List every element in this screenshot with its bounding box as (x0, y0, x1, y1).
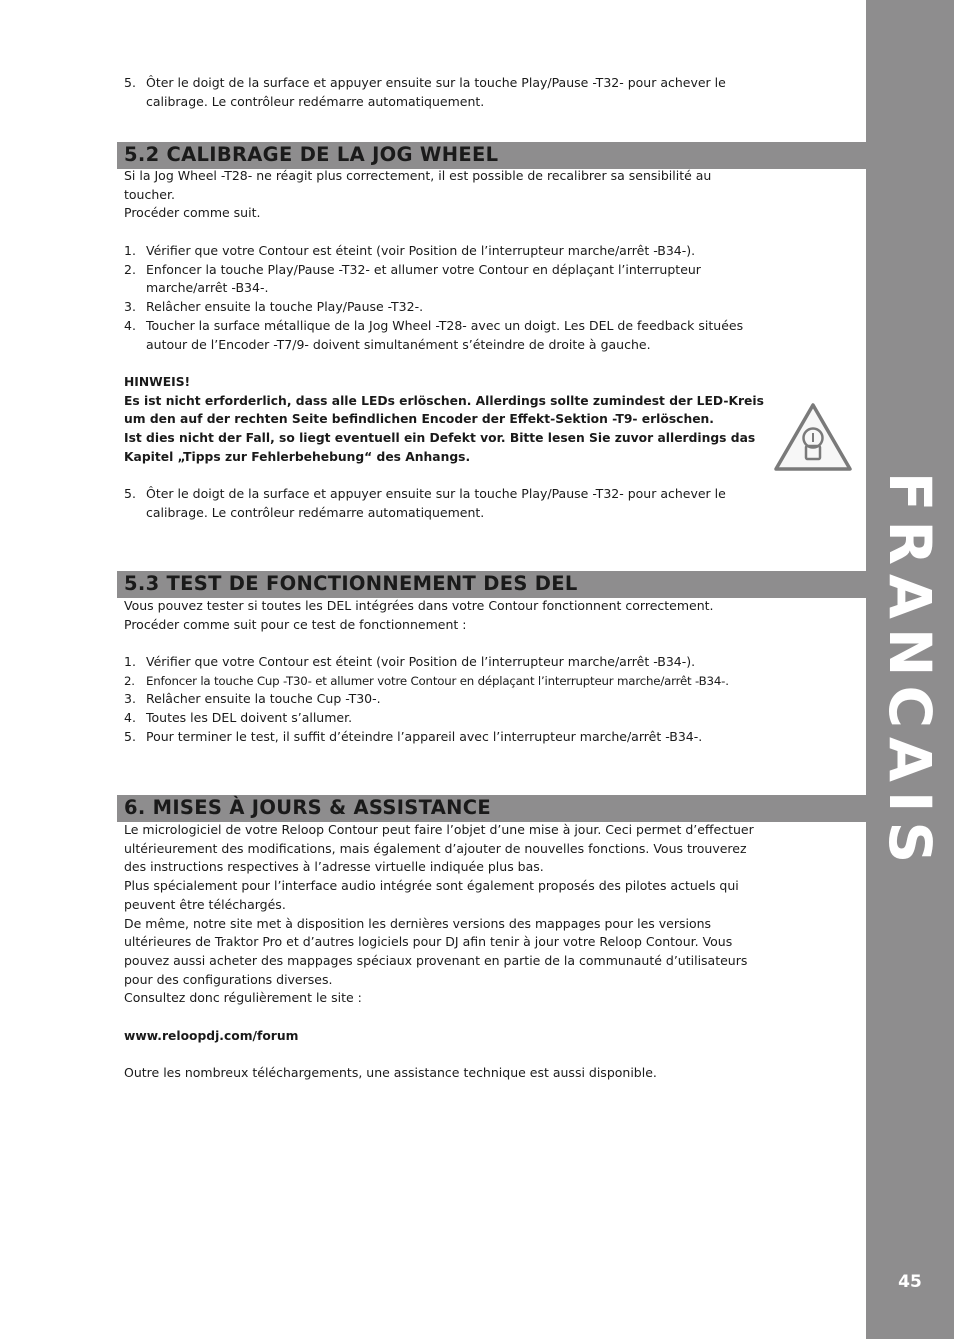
section-6-paragraph: Consultez donc régulièrement le site : (124, 990, 362, 1006)
list-item: 5. Ôter le doigt de la surface et appuyer ensuite sur la touche Play/Pause -T32- pour achever le calibrage. Le contrôleur redémarre automatiquement. (124, 486, 726, 520)
list-item: 2. Enfoncer la touche Play/Pause -T32- et allumer votre Contour en déplaçant l’interrupteur marche/arrêt -B34-. (124, 261, 701, 296)
section-52-intro: Si la Jog Wheel -T28- ne réagit plus correctement, il est possible de recalibrer sa sensibilité au toucher. (124, 168, 712, 202)
language-tab (866, 0, 954, 1339)
section-52-step-5 (124, 485, 774, 522)
list-item: 3. Relâcher ensuite la touche Play/Pause -T32-. (124, 299, 424, 315)
section-53-intro-2: Procéder comme suit pour ce test de fonctionnement : (124, 616, 467, 632)
list-item: 3. Relâcher ensuite la touche Cup -T30-. (124, 691, 381, 707)
section-52-title: 5.2 CALIBRAGE DE LA JOG WHEEL (124, 143, 499, 166)
section-6-heading-bar (117, 795, 866, 822)
section-53-steps (124, 653, 774, 747)
list-item: 1. Vérifier que votre Contour est éteint (voir Position de l’interrupteur marche/arrêt -B34-). (124, 654, 696, 669)
section-53-title: 5.3 TEST DE FONCTIONNEMENT DES DEL (124, 572, 578, 595)
list-item: 4. Toutes les DEL doivent s’allumer. (124, 710, 353, 726)
note-title: HINWEIS! (124, 375, 191, 389)
note-block (124, 373, 764, 467)
section-6-paragraph: Le micrologiciel de votre Reloop Contour peut faire l’objet d’une mise à jour. Ceci permet d’effectuer ultérieurement des modifications, mais également d’ajouter de nouvelles fonctions. Vous trouverez des instructions respectives à l’adresse virtuelle indiquée plus bas. (124, 822, 754, 875)
section-52-heading-bar (117, 142, 866, 169)
list-item: 5. Ôter le doigt de la surface et appuyer ensuite sur la touche Play/Pause -T32- pour achever le calibrage. Le contrôleur redémarre automatiquement. (124, 75, 726, 109)
section-6-title: 6. MISES À JOURS & ASSISTANCE (124, 796, 491, 819)
note-text-2: Ist dies nicht der Fall, so liegt eventuell ein Defekt vor. Bitte lesen Sie zuvor allerdings das Kapitel „Tipps zur Fehlerbehebung“ des Anhangs. (124, 431, 756, 464)
section-53-intro: Vous pouvez tester si toutes les DEL intégrées dans votre Contour fonctionnent correctement. (124, 598, 714, 613)
list-item: 5. Pour terminer le test, il suffit d’éteindre l’appareil avec l’interrupteur marche/arrêt -B34-. (124, 728, 703, 744)
section-53-body (124, 597, 774, 634)
section-52-intro-2: Procéder comme suit. (124, 205, 261, 221)
list-item: 2. Enfoncer la touche Cup -T30- et allumer votre Contour en déplaçant l’interrupteur marche/arrêt -B34-. (124, 673, 729, 688)
section-53-heading-bar (117, 571, 866, 598)
section-6-body (124, 821, 764, 1083)
note-text-1: Es ist nicht erforderlich, dass alle LEDs erlöschen. Allerdings sollte zumindest der LED-Kreis um den auf der rechten Seite befindlichen Encoder der Effekt-Sektion -T9- erlöschen. (124, 393, 764, 427)
page-number: 45 (898, 1272, 922, 1292)
forum-link[interactable]: www.reloopdj.com/forum (124, 1028, 299, 1043)
top-step-list (124, 74, 774, 111)
section-6-paragraph: Outre les nombreux téléchargements, une assistance technique est aussi disponible. (124, 1065, 657, 1081)
section-6-paragraph: De même, notre site met à disposition les dernières versions des mappages pour les versions ultérieures de Traktor Pro et d’autres logiciels pour DJ afin tenir à jour votre Reloop Contour. Vous pouvez aussi acheter des mappages spéciaux provenant en partie de la communauté d’utilisateurs pour des configurations diverses. (124, 915, 748, 987)
section-52-steps (124, 242, 774, 354)
warning-icon (773, 402, 853, 472)
section-6-paragraph: Plus spécialement pour l’interface audio intégrée sont également proposés des pilotes actuels qui peuvent être téléchargés. (124, 878, 739, 912)
section-52-body (124, 167, 774, 223)
list-item: 1. Vérifier que votre Contour est éteint (voir Position de l’interrupteur marche/arrêt -B34-). (124, 243, 696, 258)
list-item: 4. Toucher la surface métallique de la Jog Wheel -T28- avec un doigt. Les DEL de feedback situées autour de l’Encoder -T7/9- doivent simultanément s’éteindre de droite à gauche. (124, 317, 744, 352)
language-label: FRANCAIS (876, 471, 944, 873)
